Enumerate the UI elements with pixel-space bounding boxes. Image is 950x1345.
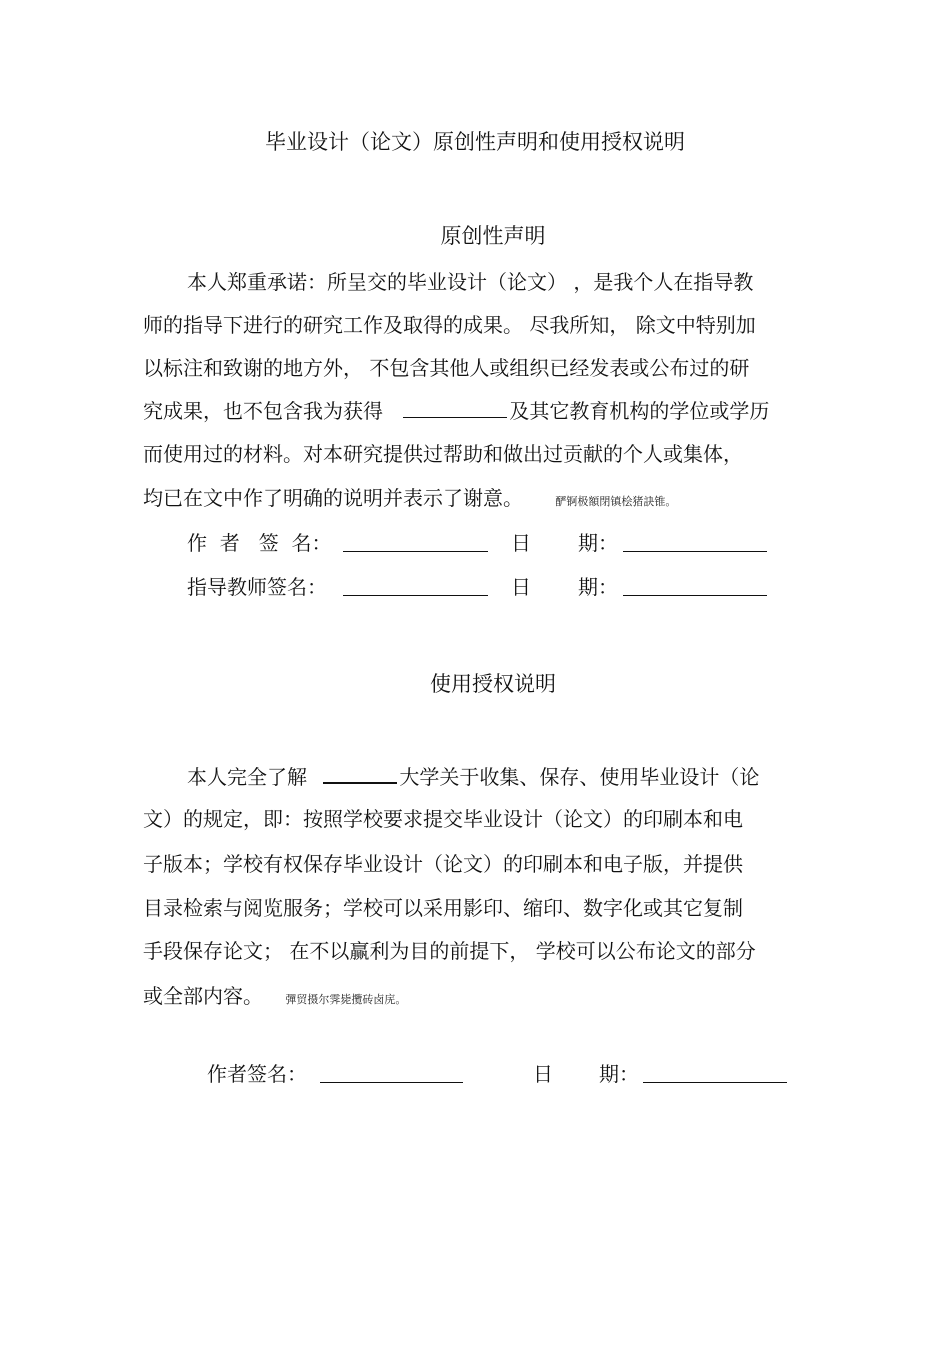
originality-line-6	[143, 484, 676, 516]
author-date-line	[623, 551, 767, 552]
originality-line-4	[143, 397, 769, 425]
authorization-heading: 使用授权说明	[430, 672, 556, 696]
originality-line-1: 本人郑重承诺：所呈交的毕业设计（论文） ，是我个人在指导教	[187, 270, 754, 294]
originality-line-2: 师的指导下进行的研究工作及取得的成果。 尽我所知， 除文中特别加	[143, 313, 756, 337]
auth-date-label-1: 日	[533, 1062, 553, 1086]
advisor-date-line	[623, 595, 767, 596]
garbled-note-1: 酽锕极額閉镇桧猪訣锥。	[555, 495, 677, 508]
authorization-line-2: 文）的规定，即：按照学校要求提交毕业设计（论文）的印刷本和电	[143, 807, 743, 831]
authorization-line-4: 目录检索与阅览服务；学校可以采用影印、缩印、数字化或其它复制	[143, 896, 743, 920]
university-name-blank	[323, 762, 397, 784]
originality-line-4-post: 及其它教育机构的学位或学历	[509, 399, 770, 423]
authorization-line-1-pre: 本人完全了解	[187, 765, 307, 789]
author-date-label-2: 期：	[578, 531, 618, 555]
originality-line-3: 以标注和致谢的地方外， 不包含其他人或组织已经发表或公布过的研	[143, 356, 750, 380]
originality-line-6-text: 均已在文中作了明确的说明并表示了谢意。	[143, 486, 523, 510]
auth-date-label-2: 期：	[599, 1062, 639, 1086]
advisor-date-label-2: 期：	[578, 575, 618, 599]
originality-line-5: 而使用过的材料。对本研究提供过帮助和做出过贡献的个人或集体，	[143, 442, 743, 466]
author-date-label-1: 日	[511, 531, 531, 555]
originality-heading: 原创性声明	[440, 224, 546, 248]
advisor-sign-line	[343, 595, 488, 596]
author-sign-label: 作 者 签 名：	[187, 531, 332, 555]
advisor-sign-label: 指导教师签名：	[187, 575, 327, 599]
degree-institution-blank	[403, 397, 507, 418]
authorization-line-3: 子版本；学校有权保存毕业设计（论文）的印刷本和电子版，并提供	[143, 852, 743, 876]
auth-date-line	[643, 1082, 787, 1083]
authorization-line-6	[143, 982, 406, 1014]
authorization-line-1	[187, 762, 759, 791]
authorization-line-1-post: 大学关于收集、保存、使用毕业设计（论	[399, 765, 760, 789]
author-sign-line	[343, 551, 488, 552]
authorization-line-5: 手段保存论文； 在不以赢利为目的前提下， 学校可以公布论文的部分	[143, 939, 756, 963]
garbled-note-2: 彈贸摄尔霁毙攬砖卤庑。	[285, 993, 407, 1006]
originality-line-4-pre: 究成果，也不包含我为获得	[143, 399, 383, 423]
auth-author-sign-label: 作者签名：	[207, 1062, 307, 1086]
auth-author-sign-line	[320, 1082, 463, 1083]
authorization-line-6-text: 或全部内容。	[143, 984, 263, 1008]
advisor-date-label-1: 日	[511, 575, 531, 599]
document-title: 毕业设计（论文）原创性声明和使用授权说明	[265, 130, 685, 154]
